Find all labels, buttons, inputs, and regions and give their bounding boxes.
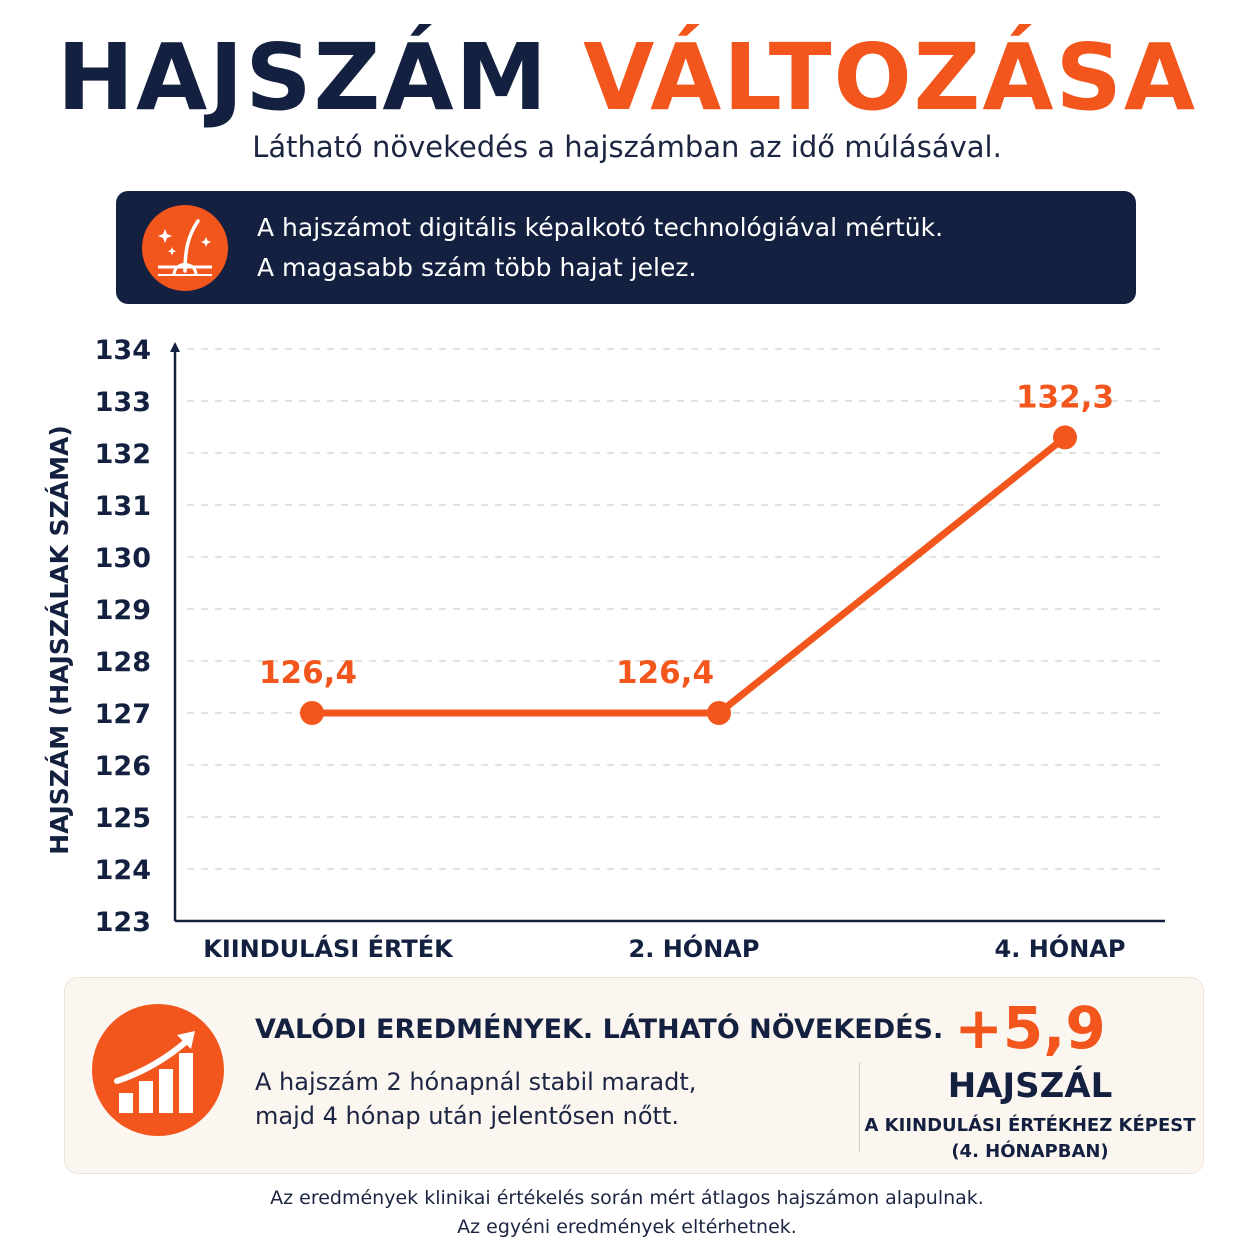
data-point xyxy=(300,701,324,725)
y-tick-label: 127 xyxy=(94,699,151,730)
y-tick-label: 132 xyxy=(94,439,151,470)
y-tick-label: 129 xyxy=(94,595,151,626)
x-tick-label: 2. HÓNAP xyxy=(628,935,760,963)
info-line-1: A hajszámot digitális képalkotó technológiával mértük. xyxy=(257,213,944,242)
y-axis-label: HAJSZÁM (HAJSZÁLAK SZÁMA) xyxy=(45,425,74,855)
y-tick-label: 123 xyxy=(94,907,151,938)
data-point xyxy=(1053,425,1077,449)
x-tick-labels xyxy=(203,933,1125,963)
growth-chart-icon xyxy=(91,1003,225,1137)
info-line-2: A magasabb szám több hajat jelez. xyxy=(257,253,697,282)
y-tick-label: 133 xyxy=(94,387,151,418)
result-big-value: +5,9 xyxy=(954,994,1106,1062)
result-caption-line-2: (4. HÓNAPBAN) xyxy=(951,1141,1109,1162)
title-part-1: HAJSZÁM xyxy=(56,24,550,131)
data-point xyxy=(707,701,731,725)
data-label: 126,4 xyxy=(615,655,715,691)
result-caption-line-1: A KIINDULÁSI ÉRTÉKHEZ KÉPEST xyxy=(864,1115,1196,1136)
y-tick-label: 130 xyxy=(94,543,151,574)
y-tick-label: 128 xyxy=(94,647,151,678)
hair-follicle-icon xyxy=(140,203,230,293)
footnote-line-1: Az eredmények klinikai értékelés során mért átlagos hajszámon alapulnak. xyxy=(270,1187,984,1209)
result-panel xyxy=(64,977,1204,1174)
line-chart xyxy=(0,320,1254,970)
y-tick-labels xyxy=(95,335,151,938)
page-subtitle: Látható növekedés a hajszámban az idő múlásával. xyxy=(252,130,1002,164)
result-text-line-2: majd 4 hónap után jelentősen nőtt. xyxy=(255,1102,679,1130)
x-tick-label: KIINDULÁSI ÉRTÉK xyxy=(203,935,453,963)
gridlines xyxy=(187,349,1165,869)
y-tick-label: 124 xyxy=(94,855,151,886)
title-part-2: VÁLTOZÁSA xyxy=(583,24,1198,131)
y-tick-label: 125 xyxy=(94,803,151,834)
y-axis-arrow xyxy=(170,342,180,352)
data-label: 132,3 xyxy=(1015,379,1115,416)
x-tick-label: 4. HÓNAP xyxy=(994,935,1126,963)
info-banner xyxy=(116,191,1136,304)
result-text-line-1: A hajszám 2 hónapnál stabil maradt, xyxy=(255,1068,697,1096)
y-tick-label: 131 xyxy=(94,491,151,522)
result-heading: VALÓDI EREDMÉNYEK. LÁTHATÓ NÖVEKEDÉS. xyxy=(255,1014,944,1045)
data-label: 126,4 xyxy=(258,655,358,691)
result-big-unit: HAJSZÁL xyxy=(947,1066,1113,1106)
y-tick-label: 134 xyxy=(94,335,151,366)
result-divider xyxy=(859,1062,860,1152)
footnote-line-2: Az egyéni eredmények eltérhetnek. xyxy=(457,1216,797,1238)
data-labels xyxy=(259,379,1114,691)
page-title xyxy=(0,24,1254,131)
y-tick-label: 126 xyxy=(94,751,151,782)
